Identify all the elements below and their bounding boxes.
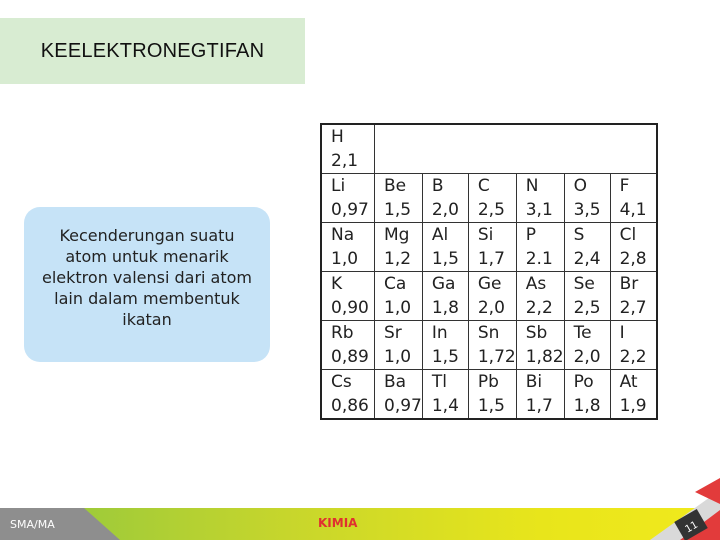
element-symbol: In <box>431 323 448 343</box>
element-symbol: S <box>573 225 585 245</box>
element-cell <box>375 174 423 223</box>
element-cell <box>610 370 657 420</box>
element-symbol: Br <box>619 274 639 294</box>
element-symbol: Ge <box>477 274 502 294</box>
element-symbol: K <box>331 274 343 294</box>
definition-box <box>24 207 270 362</box>
element-cell <box>468 223 516 272</box>
element-symbol: Cs <box>331 372 352 392</box>
electronegativity-value: 2,2 <box>619 347 647 367</box>
footer-level-label: SMA/MA <box>10 518 55 531</box>
element-cell <box>375 370 423 420</box>
footer-subject-label: KIMIA <box>318 516 358 530</box>
element-cell <box>610 321 657 370</box>
element-symbol: F <box>619 176 630 196</box>
element-symbol: Ba <box>384 372 407 392</box>
electronegativity-value: 1,5 <box>477 396 505 416</box>
element-symbol: Te <box>573 323 592 343</box>
table-row <box>321 223 657 272</box>
empty-cell <box>375 124 657 174</box>
electronegativity-value: 1,8 <box>431 298 459 318</box>
electronegativity-value: 2,0 <box>431 200 459 220</box>
electronegativity-value: 0,97 <box>331 200 369 220</box>
electronegativity-value: 2.1 <box>525 249 553 269</box>
electronegativity-value: 1,2 <box>384 249 412 269</box>
electronegativity-value: 1,7 <box>525 396 553 416</box>
element-symbol: Al <box>431 225 449 245</box>
element-cell <box>321 321 375 370</box>
element-symbol: Si <box>477 225 494 245</box>
element-symbol: P <box>525 225 536 245</box>
svg-text:11: 11 <box>683 519 700 536</box>
element-symbol: Rb <box>331 323 354 343</box>
electronegativity-value: 2,7 <box>619 298 647 318</box>
element-cell <box>422 321 468 370</box>
element-cell <box>422 223 468 272</box>
electronegativity-value: 0,89 <box>331 347 369 367</box>
element-symbol: Cl <box>619 225 637 245</box>
slide-title: KEELEKTRONEGTIFAN <box>40 39 265 62</box>
element-symbol: Ga <box>431 274 456 294</box>
element-cell <box>564 223 610 272</box>
definition-text: Kecenderungan suatu atom untuk menarik elektron valensi dari atom lain dalam membentuk ikatan <box>42 226 253 329</box>
electronegativity-value: 1,0 <box>331 249 359 269</box>
electronegativity-value: 2,5 <box>573 298 601 318</box>
element-cell <box>321 223 375 272</box>
table-row <box>321 124 657 174</box>
element-cell <box>564 272 610 321</box>
element-symbol: Bi <box>525 372 543 392</box>
electronegativity-value: 1,5 <box>384 200 412 220</box>
element-cell <box>610 174 657 223</box>
element-symbol: N <box>525 176 539 196</box>
element-symbol: C <box>477 176 490 196</box>
element-cell <box>564 370 610 420</box>
electronegativity-value: 1,82 <box>525 347 564 367</box>
element-cell <box>516 223 564 272</box>
electronegativity-value: 1,0 <box>384 298 412 318</box>
electronegativity-value: 2,1 <box>331 151 359 171</box>
element-symbol: Mg <box>384 225 410 245</box>
element-symbol: Na <box>331 225 355 245</box>
element-cell <box>516 272 564 321</box>
element-symbol: Ca <box>384 274 407 294</box>
element-cell <box>468 272 516 321</box>
element-cell <box>610 272 657 321</box>
element-cell <box>564 321 610 370</box>
element-symbol: Li <box>331 176 346 196</box>
element-symbol: Pb <box>477 372 499 392</box>
element-cell <box>610 223 657 272</box>
element-symbol: As <box>525 274 547 294</box>
element-symbol: At <box>619 372 638 392</box>
electronegativity-value: 2,5 <box>477 200 505 220</box>
element-cell <box>321 124 375 174</box>
electronegativity-value: 3,5 <box>573 200 601 220</box>
electronegativity-value: 1,7 <box>477 249 505 269</box>
element-cell <box>375 223 423 272</box>
element-symbol: Po <box>573 372 594 392</box>
element-symbol: Tl <box>431 372 447 392</box>
element-cell <box>321 370 375 420</box>
electronegativity-value: 0,86 <box>331 396 369 416</box>
electronegativity-table <box>320 123 658 420</box>
electronegativity-value: 0,97 <box>384 396 422 416</box>
element-symbol: B <box>431 176 444 196</box>
element-cell <box>516 321 564 370</box>
element-cell <box>516 370 564 420</box>
element-cell <box>516 174 564 223</box>
electronegativity-value: 2,0 <box>573 347 601 367</box>
electronegativity-value: 1,5 <box>431 347 459 367</box>
element-symbol: Se <box>573 274 595 294</box>
electronegativity-value: 1,72 <box>477 347 516 367</box>
table-row <box>321 370 657 420</box>
electronegativity-value: 0,90 <box>331 298 369 318</box>
element-symbol: I <box>619 323 625 343</box>
electronegativity-value: 1,0 <box>384 347 412 367</box>
element-cell <box>321 174 375 223</box>
electronegativity-value: 2,8 <box>619 249 647 269</box>
element-cell <box>468 174 516 223</box>
element-cell <box>422 272 468 321</box>
electronegativity-value: 1,8 <box>573 396 601 416</box>
element-symbol: Sr <box>384 323 402 343</box>
element-cell <box>321 272 375 321</box>
element-cell <box>564 174 610 223</box>
table-row <box>321 272 657 321</box>
element-symbol: Sn <box>477 323 500 343</box>
electronegativity-value: 1,4 <box>431 396 459 416</box>
electronegativity-value: 2,2 <box>525 298 553 318</box>
element-cell <box>468 321 516 370</box>
element-cell <box>422 370 468 420</box>
table-row <box>321 321 657 370</box>
element-cell <box>468 370 516 420</box>
table-row <box>321 174 657 223</box>
element-symbol: H <box>331 127 344 147</box>
electronegativity-value: 4,1 <box>619 200 647 220</box>
element-symbol: Be <box>384 176 407 196</box>
element-symbol: Sb <box>525 323 548 343</box>
electronegativity-value: 2,4 <box>573 249 601 269</box>
element-cell <box>375 272 423 321</box>
element-cell <box>422 174 468 223</box>
title-box <box>0 18 305 84</box>
electronegativity-value: 1,5 <box>431 249 459 269</box>
element-cell <box>375 321 423 370</box>
electronegativity-value: 2,0 <box>477 298 505 318</box>
electronegativity-value: 3,1 <box>525 200 553 220</box>
element-symbol: O <box>573 176 587 196</box>
corner-logo-icon <box>640 470 720 540</box>
electronegativity-value: 1,9 <box>619 396 647 416</box>
